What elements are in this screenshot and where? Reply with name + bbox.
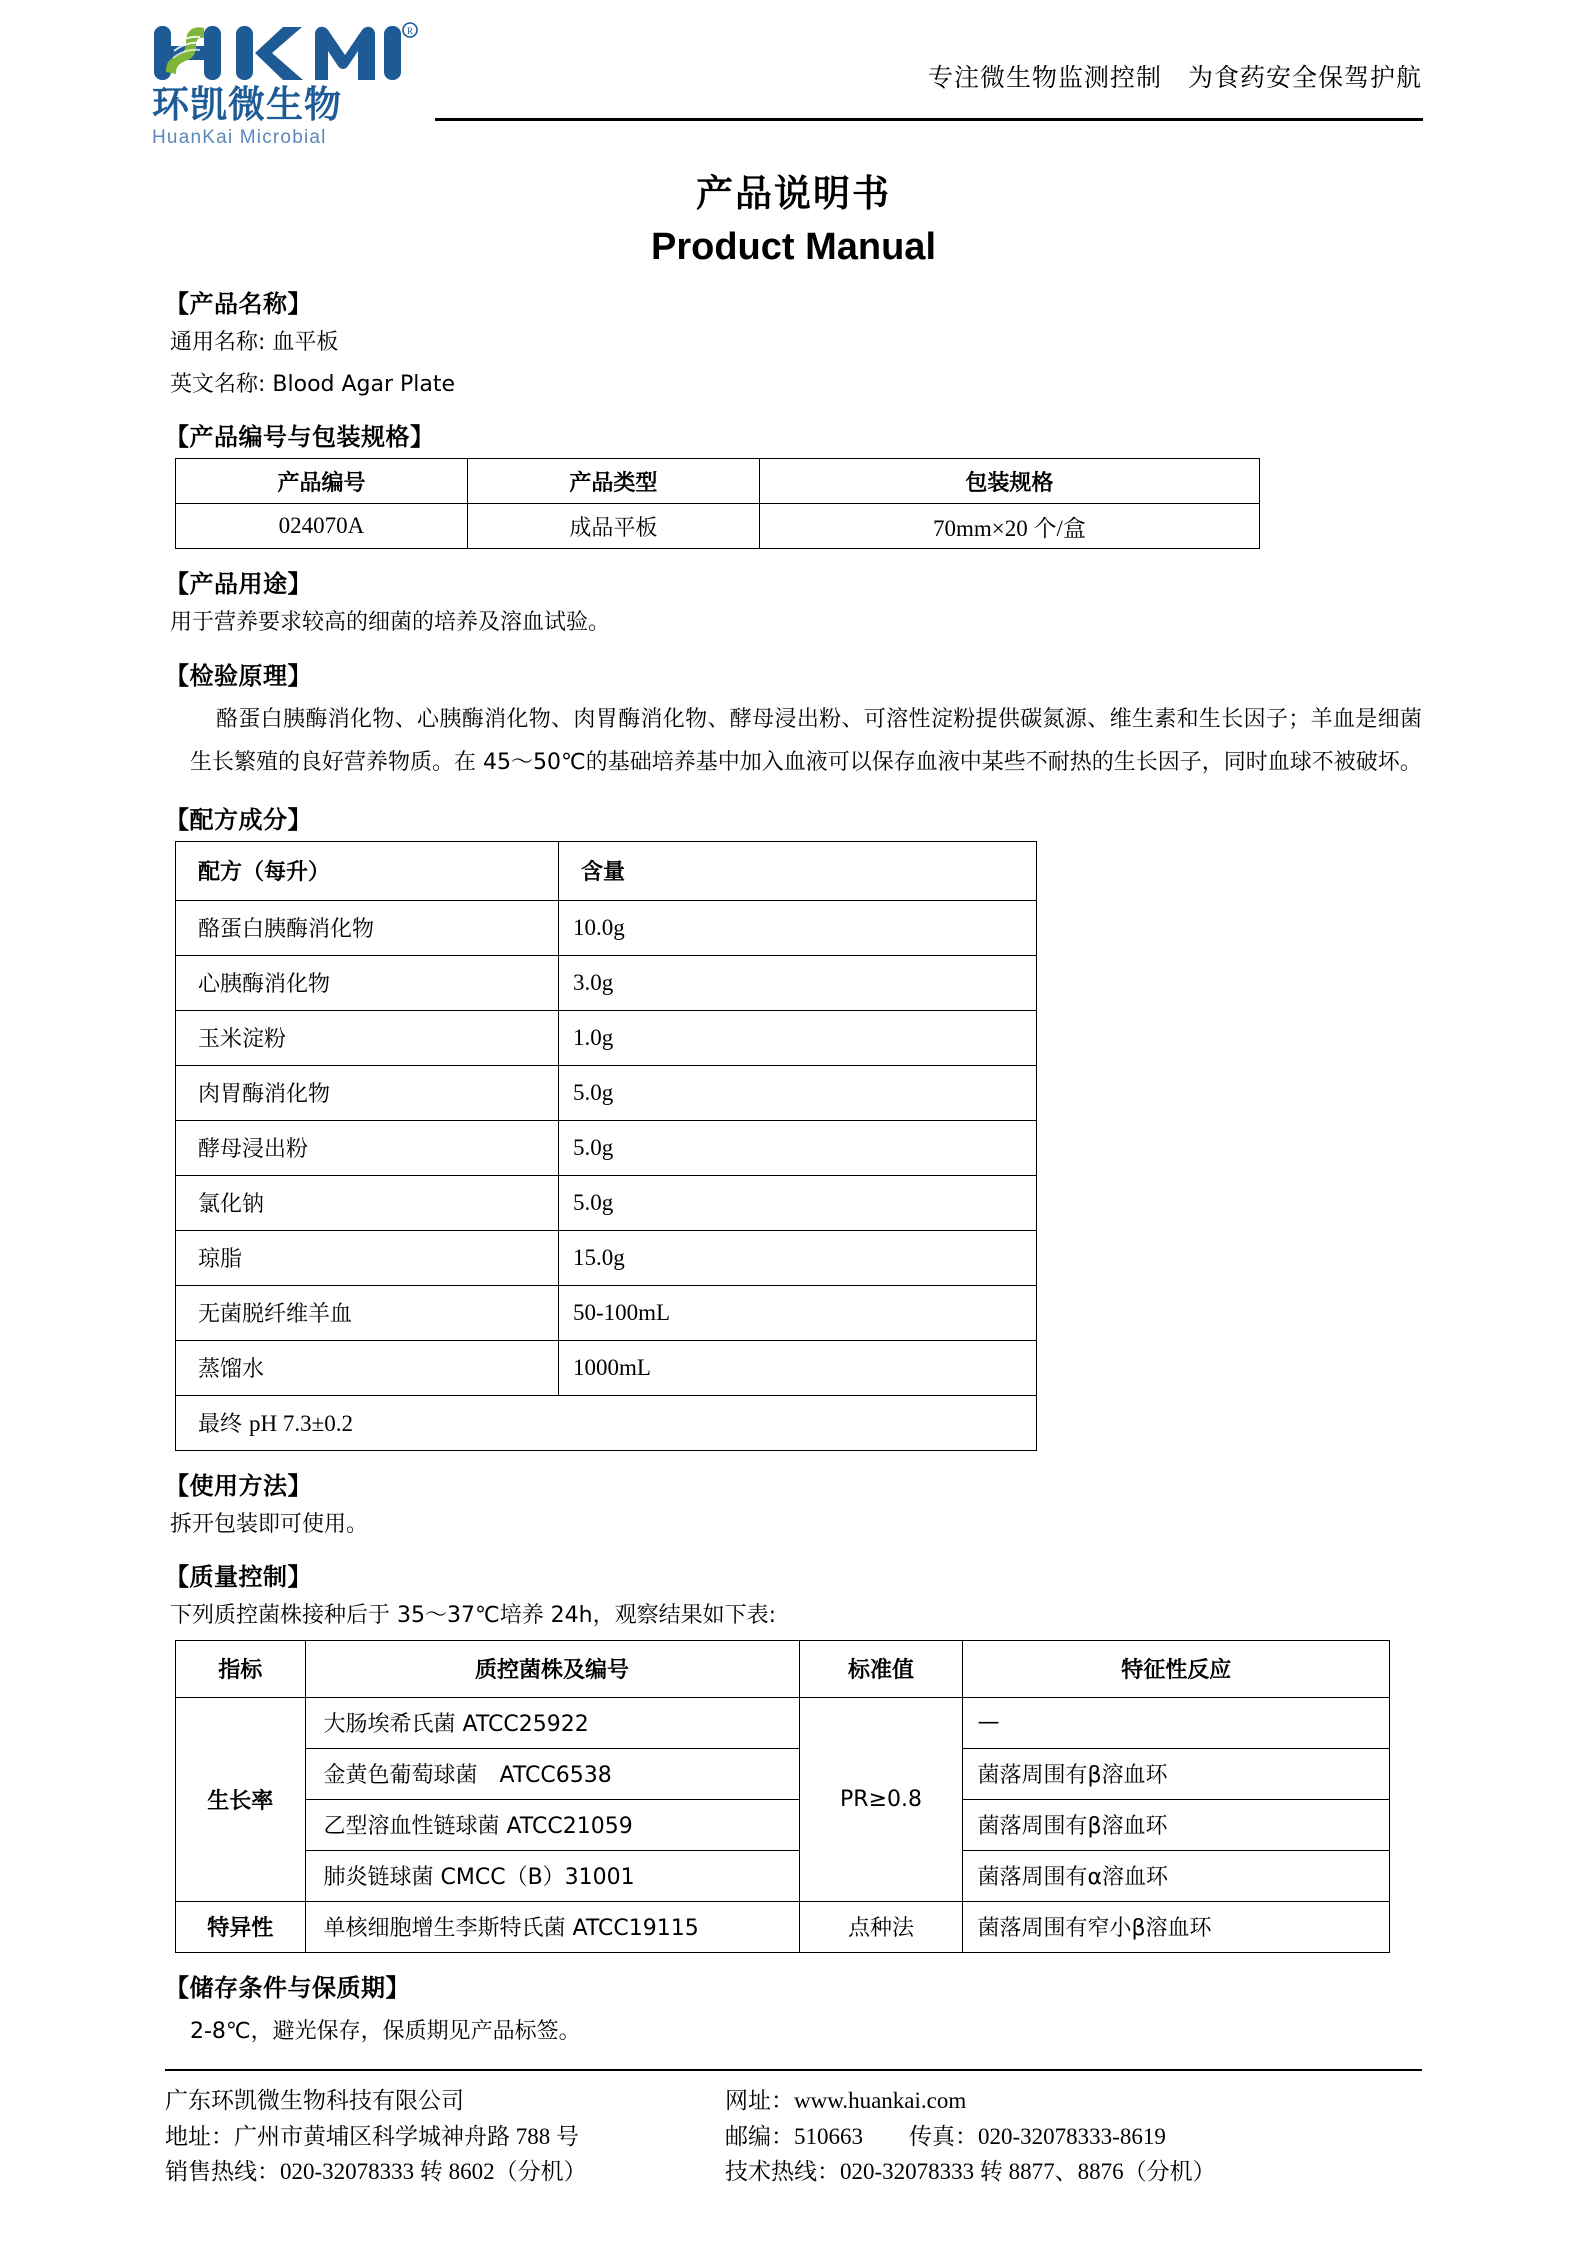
formula-table: [175, 841, 1037, 1451]
table-row: [176, 1120, 1037, 1175]
qc-col-standard: 标准值: [799, 1640, 963, 1697]
header-divider: [435, 118, 1423, 121]
formula-name: 玉米淀粉: [176, 1010, 559, 1065]
footer-address: 地址：广州市黄埔区科学城神舟路 788 号: [165, 2123, 579, 2149]
method-text: 拆开包装即可使用。: [170, 1511, 369, 1537]
table-row: [176, 1175, 1037, 1230]
formula-ph-label: 最终: [198, 1412, 243, 1438]
footer-tech-hotline: 技术热线：020-32078333 转 8877、8876（分机）: [725, 2159, 1216, 2185]
qc-col-strain: 质控菌株及编号: [305, 1640, 799, 1697]
generic-name-label: 通用名称:: [170, 330, 266, 355]
section-heading-product-name: 【产品名称】: [165, 290, 312, 318]
formula-amount: 5.0g: [559, 1120, 1037, 1175]
purpose-text: 用于营养要求较高的细菌的培养及溶血试验。: [170, 610, 611, 636]
header-tagline: 专注微生物监测控制 为食药安全保驾护航: [927, 63, 1422, 92]
quality-control-intro: 下列质控菌株接种后于 35～37℃培养 24h，观察结果如下表:: [170, 1603, 777, 1629]
storage-text: 2-8℃，避光保存，保质期见产品标签。: [190, 2018, 581, 2044]
footer-right-column: [725, 2083, 1422, 2190]
qc-col-indicator: 指标: [176, 1640, 306, 1697]
table-row: [176, 1748, 1390, 1799]
page-footer: [165, 2069, 1422, 2190]
formula-amount: 10.0g: [559, 900, 1037, 955]
english-name-value: Blood Agar Plate: [272, 371, 456, 397]
formula-amount: 5.0g: [559, 1065, 1037, 1120]
formula-name: 蒸馏水: [176, 1340, 559, 1395]
company-logo: [152, 22, 442, 149]
table-row: [176, 955, 1037, 1010]
page-header: [152, 0, 1422, 148]
table-row: [176, 1901, 1390, 1952]
qc-reaction: 菌落周围有β溶血环: [963, 1799, 1390, 1850]
hkm-logo-icon: [152, 22, 420, 84]
table-row: [176, 1230, 1037, 1285]
section-heading-spec: 【产品编号与包装规格】: [165, 423, 435, 452]
qc-standard-specificity: 点种法: [799, 1901, 963, 1952]
qc-reaction: —: [963, 1697, 1390, 1748]
section-heading-principle: 【检验原理】: [165, 661, 312, 690]
table-row: [176, 1285, 1037, 1340]
formula-name: 肉胃酶消化物: [176, 1065, 559, 1120]
table-row: [176, 1065, 1037, 1120]
english-name-label: 英文名称:: [170, 371, 266, 397]
table-row: [176, 1340, 1037, 1395]
formula-amount: 3.0g: [559, 955, 1037, 1010]
formula-col-name: 配方（每升）: [176, 841, 559, 900]
spec-value-type: 成品平板: [467, 504, 759, 549]
spec-col-type: 产品类型: [467, 459, 759, 504]
spec-value-packaging: 70mm×20 个/盒: [759, 504, 1259, 549]
formula-col-amount: 含量: [559, 841, 1037, 900]
table-row-ph: [176, 1395, 1037, 1450]
table-row: [176, 1010, 1037, 1065]
qc-indicator-specificity: 特异性: [176, 1901, 306, 1952]
formula-amount: 1000mL: [559, 1340, 1037, 1395]
section-heading-method: 【使用方法】: [165, 1471, 312, 1500]
table-row: [176, 1697, 1390, 1748]
formula-ph-value: pH 7.3±0.2: [249, 1411, 353, 1437]
qc-strain: 单核细胞增生李斯特氏菌 ATCC19115: [305, 1901, 799, 1952]
formula-name: 无菌脱纤维羊血: [176, 1285, 559, 1340]
logo-english-name: HuanKai Microbial: [152, 127, 327, 148]
product-spec-table: [175, 458, 1260, 549]
footer-website[interactable]: 网址：www.huankai.com: [725, 2088, 967, 2114]
table-header-row: [176, 841, 1037, 900]
formula-amount: 1.0g: [559, 1010, 1037, 1065]
table-row: [176, 900, 1037, 955]
svg-text:R: R: [406, 26, 414, 36]
qc-strain: 大肠埃希氏菌 ATCC25922: [305, 1697, 799, 1748]
table-row: [176, 1799, 1390, 1850]
formula-name: 酵母浸出粉: [176, 1120, 559, 1175]
footer-sales-hotline: 销售热线：020-32078333 转 8602（分机）: [165, 2159, 587, 2185]
section-heading-purpose: 【产品用途】: [165, 570, 312, 599]
table-header-row: [176, 459, 1260, 504]
formula-name: 心胰酶消化物: [176, 955, 559, 1010]
footer-postcode-fax: 邮编：510663 传真：020-32078333-8619: [725, 2123, 1166, 2149]
qc-strain: 乙型溶血性链球菌 ATCC21059: [305, 1799, 799, 1850]
english-name-row: [170, 367, 1422, 403]
logo-chinese-name: 环凯微生物: [152, 83, 342, 126]
table-row: [176, 504, 1260, 549]
qc-indicator-growth-rate: 生长率: [176, 1697, 306, 1901]
generic-name-row: [170, 325, 1422, 361]
spec-col-code: 产品编号: [176, 459, 468, 504]
qc-reaction: 菌落周围有β溶血环: [963, 1748, 1390, 1799]
formula-amount: 50-100mL: [559, 1285, 1037, 1340]
qc-strain: 肺炎链球菌 CMCC（B）31001: [305, 1850, 799, 1901]
formula-name: 酪蛋白胰酶消化物: [176, 900, 559, 955]
qc-col-reaction: 特征性反应: [963, 1640, 1390, 1697]
section-heading-quality-control: 【质量控制】: [165, 1563, 312, 1592]
footer-contact-info: [165, 2083, 1422, 2190]
formula-amount: 15.0g: [559, 1230, 1037, 1285]
section-heading-formula: 【配方成分】: [165, 805, 312, 834]
qc-reaction: 菌落周围有窄小β溶血环: [963, 1901, 1390, 1952]
page-title-chinese: 产品说明书: [696, 172, 891, 215]
page-title-english: Product Manual: [650, 226, 937, 268]
qc-standard-growth-rate: PR≥0.8: [799, 1697, 963, 1901]
quality-control-table: [175, 1640, 1390, 1953]
qc-strain: 金黄色葡萄球菌 ATCC6538: [305, 1748, 799, 1799]
table-row: [176, 1850, 1390, 1901]
generic-name-value: 血平板: [272, 330, 339, 355]
footer-divider: [165, 2069, 1422, 2071]
formula-amount: 5.0g: [559, 1175, 1037, 1230]
table-header-row: [176, 1640, 1390, 1697]
footer-company-name: 广东环凯微生物科技有限公司: [165, 2088, 464, 2114]
spec-col-packaging: 包装规格: [759, 459, 1259, 504]
footer-left-column: [165, 2083, 725, 2190]
principle-text: 酪蛋白胰酶消化物、心胰酶消化物、肉胃酶消化物、酵母浸出粉、可溶性淀粉提供碳氮源、维生素和生长因子；羊血是细菌生长繁殖的良好营养物质。在 45～50℃的基础培养基中加入血液可以保存血液中某些不耐热的生长因子，同时血球不被破坏。: [190, 706, 1422, 775]
qc-reaction: 菌落周围有α溶血环: [963, 1850, 1390, 1901]
formula-name: 琼脂: [176, 1230, 559, 1285]
spec-value-code: 024070A: [176, 504, 468, 549]
formula-name: 氯化钠: [176, 1175, 559, 1230]
formula-ph-cell: [176, 1395, 1037, 1450]
section-heading-storage: 【储存条件与保质期】: [165, 1973, 410, 2002]
